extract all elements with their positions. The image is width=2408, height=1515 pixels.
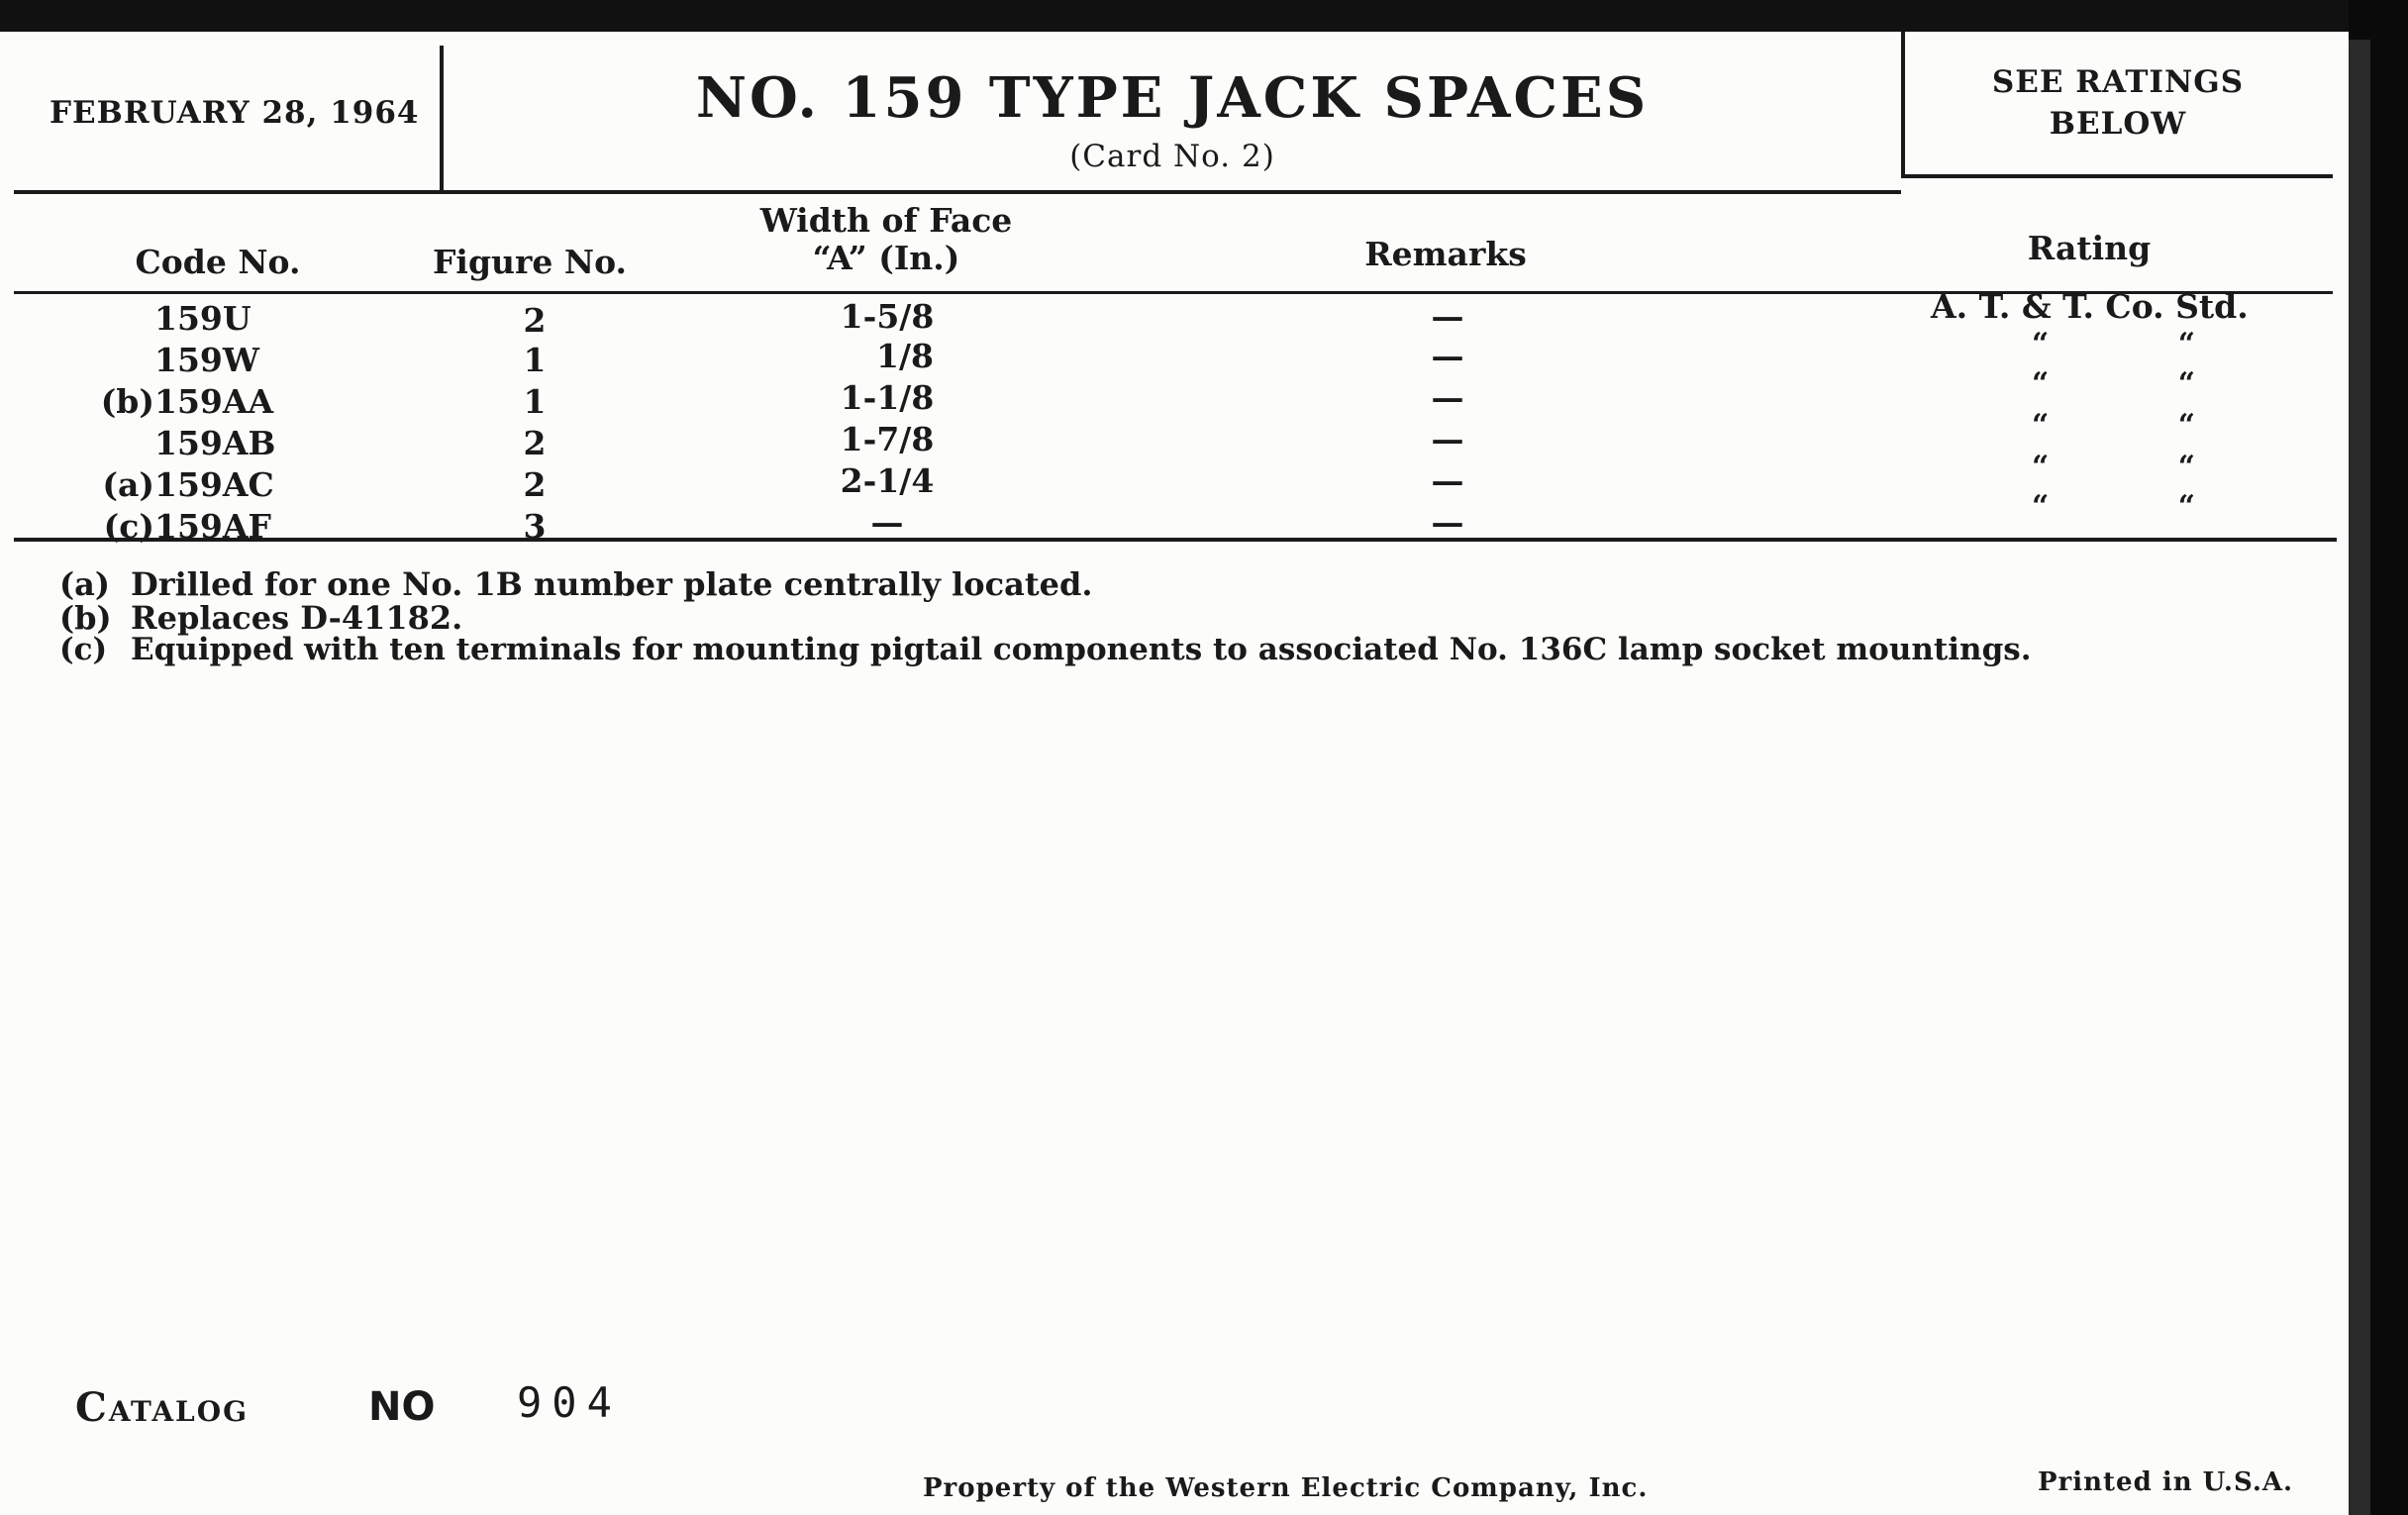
footnote-c bbox=[59, 632, 2032, 667]
footnote-key: (b) bbox=[59, 599, 112, 637]
row-width: 1-1/8 bbox=[840, 378, 935, 417]
column-header-rating: Rating bbox=[2027, 229, 2152, 267]
row-code: 159W bbox=[154, 341, 259, 379]
table-row-code bbox=[99, 507, 327, 547]
row-rating: A. T. & T. Co. Std. bbox=[1931, 287, 2249, 326]
row-figure: 3 bbox=[523, 507, 547, 546]
row-figure: 1 bbox=[523, 382, 547, 421]
row-remarks: — bbox=[1431, 378, 1464, 417]
row-remarks: — bbox=[1431, 337, 1464, 375]
row-figure: 2 bbox=[523, 465, 547, 504]
column-header-width bbox=[733, 202, 1040, 277]
column-header-remarks: Remarks bbox=[1364, 235, 1527, 273]
catalog-no-label: NO bbox=[368, 1384, 436, 1430]
row-rating-ditto: “ “ bbox=[2032, 408, 2195, 443]
ratings-note-line2: BELOW bbox=[2049, 106, 2187, 142]
table-row-code bbox=[99, 424, 327, 463]
ratings-note-line1: SEE RATINGS bbox=[1991, 64, 2245, 100]
row-code: 159AB bbox=[154, 424, 276, 462]
row-code: 159U bbox=[154, 299, 251, 338]
row-figure: 1 bbox=[523, 341, 547, 379]
column-header-width-line2: “A” (In.) bbox=[812, 239, 960, 277]
footnote-a bbox=[59, 566, 1093, 602]
row-remarks: — bbox=[1431, 503, 1464, 542]
column-header-code: Code No. bbox=[135, 243, 301, 281]
scan-border-top bbox=[0, 0, 2408, 32]
footnote-text: Equipped with ten terminals for mounting pigtail components to associated No. 136C lamp socket mountings. bbox=[131, 632, 2032, 667]
row-width: 2-1/4 bbox=[840, 461, 935, 500]
column-header-width-line1: Width of Face bbox=[759, 201, 1013, 240]
row-remarks: — bbox=[1431, 461, 1464, 500]
column-header-figure: Figure No. bbox=[433, 243, 627, 281]
catalog-label: Catalog bbox=[75, 1384, 250, 1431]
ratings-note bbox=[1903, 61, 2333, 145]
footnote-text: Replaces D-41182. bbox=[131, 599, 463, 637]
row-remarks: — bbox=[1431, 420, 1464, 458]
footnote-key: (c) bbox=[59, 632, 108, 667]
printed-notice: Printed in U.S.A. bbox=[2038, 1467, 2294, 1497]
row-width: 1-5/8 bbox=[840, 297, 935, 336]
property-notice: Property of the Western Electric Company, Inc. bbox=[923, 1473, 1649, 1503]
catalog-card bbox=[0, 32, 2349, 1515]
row-figure: 2 bbox=[523, 301, 547, 340]
footnote-key: (a) bbox=[59, 565, 111, 603]
row-rating-ditto: “ “ bbox=[2032, 366, 2195, 401]
header-rule-left bbox=[14, 190, 1901, 194]
footnote-text: Drilled for one No. 1B number plate centrally located. bbox=[131, 565, 1093, 603]
row-footnote-ref: (b) bbox=[100, 382, 154, 421]
header-rule-right bbox=[1901, 174, 2333, 178]
table-row-code bbox=[99, 465, 327, 505]
row-rating-ditto: “ “ bbox=[2032, 327, 2195, 361]
row-remarks: — bbox=[1431, 297, 1464, 336]
footnote-b bbox=[59, 600, 462, 636]
page-title: NO. 159 TYPE JACK SPACES bbox=[695, 65, 1650, 131]
table-bottom-rule bbox=[14, 538, 2337, 542]
row-rating-ditto: “ “ bbox=[2032, 450, 2195, 484]
card-subtitle: (Card No. 2) bbox=[1069, 139, 1275, 174]
row-width: 1/8 bbox=[876, 337, 934, 375]
row-figure: 2 bbox=[523, 424, 547, 462]
row-code: 159AF bbox=[154, 507, 271, 546]
row-footnote-ref: (a) bbox=[102, 465, 154, 504]
row-width: 1-7/8 bbox=[840, 420, 935, 458]
row-width: — bbox=[870, 503, 904, 542]
row-code: 159AA bbox=[154, 382, 274, 421]
row-footnote-ref: (c) bbox=[103, 507, 154, 546]
table-row-code bbox=[99, 382, 327, 422]
row-code: 159AC bbox=[154, 465, 274, 504]
card-date: FEBRUARY 28, 1964 bbox=[50, 95, 420, 131]
scan-border-shadow bbox=[2349, 40, 2370, 1515]
scan-border-right bbox=[2349, 0, 2408, 1515]
catalog-number: 904 bbox=[517, 1378, 622, 1427]
row-rating-ditto: “ “ bbox=[2032, 489, 2195, 524]
table-row-code bbox=[99, 299, 327, 339]
table-row-code bbox=[99, 341, 327, 380]
